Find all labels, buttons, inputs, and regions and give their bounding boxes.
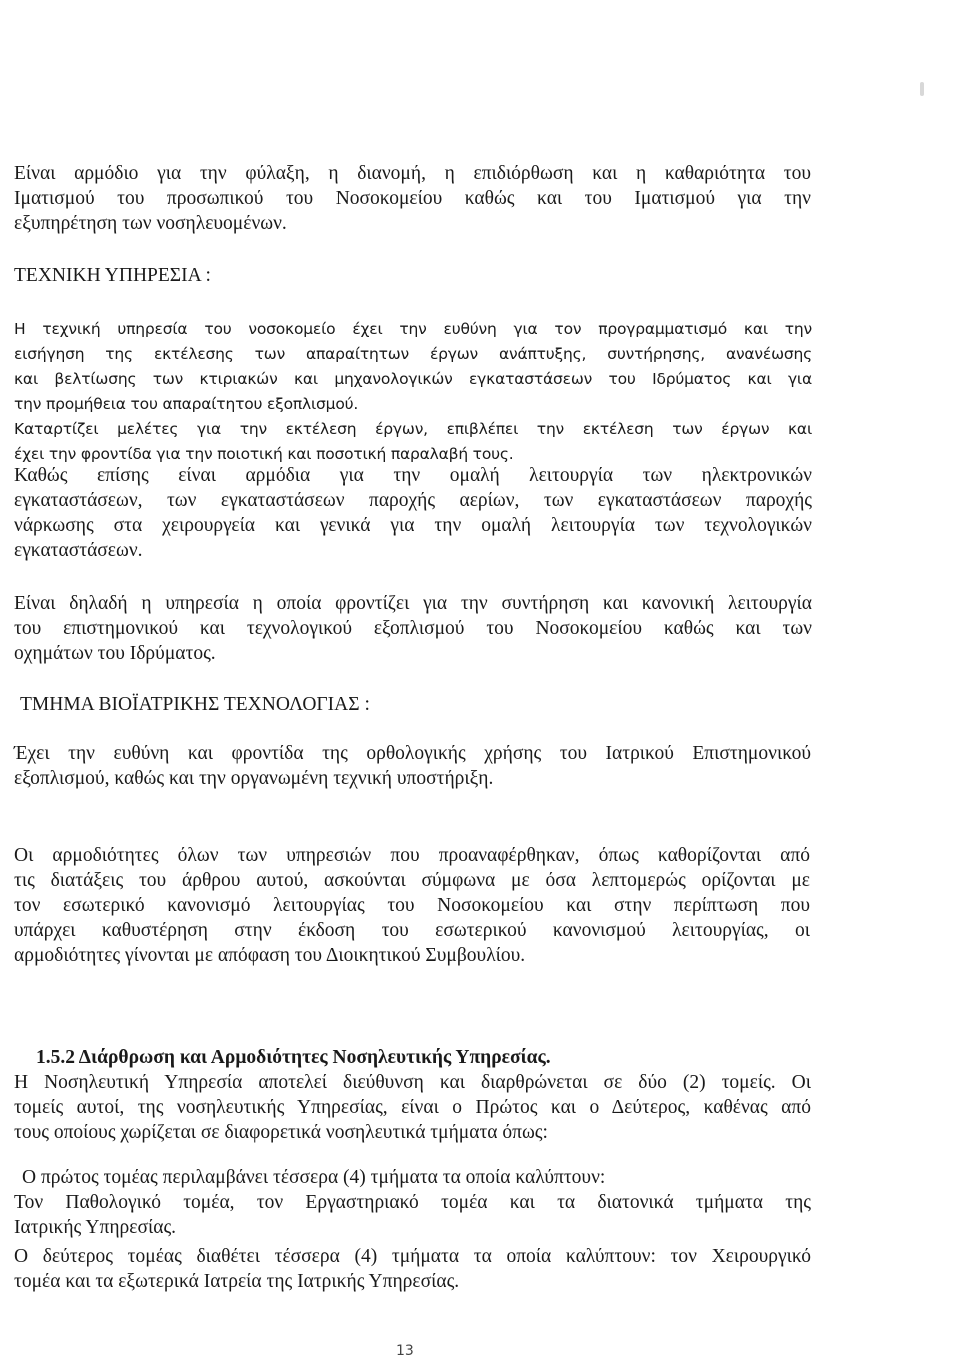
text-line: Καταρτίζει μελέτες για την εκτέλεση έργων, επιβλέπει την εκτέλεση των έργων και — [14, 420, 812, 438]
text-line: οχημάτων του Ιδρύματος. — [14, 643, 216, 664]
text-line: Έχει την ευθύνη και φροντίδα της ορθολογικής χρήσης του Ιατρικού Επιστημονικού — [14, 743, 811, 764]
heading-technical-service: ΤΕΧΝΙΚΗ ΥΠΗΡΕΣΙΑ : — [14, 265, 211, 286]
text-line: νάρκωσης στα χειρουργεία και γενικά για την ομαλή λειτουργία των τεχνολογικών — [14, 515, 812, 536]
section-heading-nursing: 1.5.2 Διάρθρωση και Αρμοδιότητες Νοσηλευτικής Υπηρεσίας. — [36, 1047, 551, 1068]
paragraph-laundry — [14, 161, 811, 236]
text-line: τον εσωτερικό κανονισμό λειτουργίας του Νοσοκομείου και στην περίπτωση που — [14, 895, 810, 916]
text-line: Η Νοσηλευτική Υπηρεσία αποτελεί διεύθυνση και διαρθρώνεται σε δύο (2) τομείς. Οι — [14, 1072, 811, 1093]
page-number: 13 — [396, 1343, 414, 1359]
text-line: του επιστημονικού και τεχνολογικού εξοπλισμού του Νοσοκομείου καθώς και των — [14, 618, 812, 639]
text-line: Είναι αρμόδιο για την φύλαξη, η διανομή, η επιδιόρθωση και η καθαριότητα του — [14, 163, 811, 184]
paragraph-nursing-structure — [14, 1070, 811, 1145]
paragraph-technical-3 — [14, 463, 812, 563]
text-line: Ο πρώτος τομέας περιλαμβάνει τέσσερα (4) τμήματα τα οποία καλύπτουν: — [22, 1167, 606, 1188]
text-line: τομείς αυτοί, της νοσηλευτικής Υπηρεσίας, είναι ο Πρώτος και ο Δεύτερος, καθένας από — [14, 1097, 811, 1118]
text-line: Καθώς επίσης είναι αρμόδια για την ομαλή λειτουργία των ηλεκτρονικών — [14, 465, 812, 486]
text-line: Οι αρμοδιότητες όλων των υπηρεσιών που προαναφέρθηκαν, όπως καθορίζονται από — [14, 845, 810, 866]
text-line: υπάρχει καθυστέρηση στην έκδοση του εσωτερικού κανονισμού λειτουργίας, οι — [14, 920, 810, 941]
text-line: έχει την φροντίδα για την ποιοτική και ποσοτική παραλαβή τους. — [14, 445, 514, 463]
text-line: Είναι δηλαδή η υπηρεσία η οποία φροντίζει για την συντήρηση και κανονική λειτουργία — [14, 593, 812, 614]
heading-biomedical-technology: ΤΜΗΜΑ ΒΙΟΪΑΤΡΙΚΗΣ ΤΕΧΝΟΛΟΓΙΑΣ : — [20, 694, 370, 715]
text-line: τομέα και τα εξωτερικά Ιατρεία της Ιατρικής Υπηρεσίας. — [14, 1271, 460, 1292]
text-line: Ο δεύτερος τομέας διαθέτει τέσσερα (4) τμήματα τα οποία καλύπτουν: τον Χειρουργικό — [14, 1246, 811, 1267]
text-line: εγκαταστάσεων. — [14, 540, 143, 561]
text-line: Η τεχνική υπηρεσία του νοσοκομείο έχει την ευθύνη για τον προγραμματισμό και την — [14, 320, 812, 338]
text-line: εγκαταστάσεων, των εγκαταστάσεων παροχής αερίων, των εγκαταστάσεων παροχής — [14, 490, 812, 511]
text-line: την προμήθεια του απαραίτητου εξοπλισμού. — [14, 395, 359, 413]
scan-mark — [920, 82, 924, 96]
paragraph-responsibilities — [14, 843, 810, 968]
paragraph-biomedical — [14, 741, 811, 791]
text-line: εξοπλισμού, καθώς και την οργανωμένη τεχνική υποστήριξη. — [14, 768, 494, 789]
paragraph-technical-4 — [14, 591, 812, 666]
text-line: τις διατάξεις του άρθρου αυτού, ασκούνται σύμφωνα με όσα λεπτομερώς ορίζονται με — [14, 870, 810, 891]
text-line: εξυπηρέτηση των νοσηλευομένων. — [14, 213, 287, 234]
text-line: Τον Παθολογικό τομέα, τον Εργαστηριακό τομέα και τα διατονικά τμήματα της — [14, 1192, 811, 1213]
text-line: και βελτίωσης των κτιριακών και μηχανολογικών εγκαταστάσεων του Ιδρύματος και για — [14, 370, 812, 388]
text-line: εισήγηση της εκτέλεσης των απαραίτητων έργων ανάπτυξης, συντήρησης, ανανέωσης — [14, 345, 812, 363]
paragraph-second-sector — [14, 1244, 811, 1294]
paragraph-first-sector — [14, 1165, 811, 1240]
text-line: τους οποίους χωρίζεται σε διαφορετικά νοσηλευτικά τμήματα όπως: — [14, 1122, 548, 1143]
text-line: Ιατρικής Υπηρεσίας. — [14, 1217, 177, 1238]
text-line: Ιματισμού του προσωπικού του Νοσοκομείου καθώς και του Ιματισμού για την — [14, 188, 811, 209]
paragraph-technical-1 — [14, 317, 812, 417]
text-line: αρμοδιότητες γίνονται με απόφαση του Διοικητικού Συμβουλίου. — [14, 945, 526, 966]
paragraph-technical-2 — [14, 417, 812, 467]
